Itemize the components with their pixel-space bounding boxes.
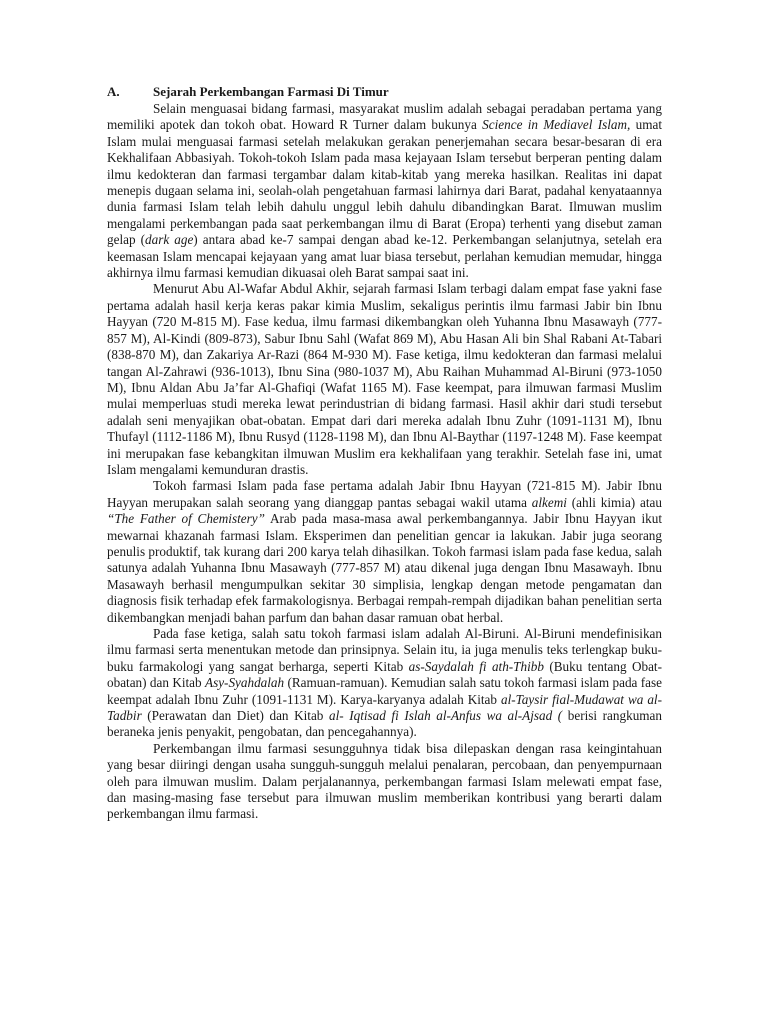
italic-text: al- Iqtisad fi Islah al-Anfus wa al-Ajsad ( [328,708,563,724]
italic-text: Asy-Syahdalah [205,675,285,691]
text-run: (ahli kimia) atau [566,494,662,510]
text-run: (Ramuan-ramuan). Kemudian salah satu tokoh farmasi islam pada fase keempat adalah Ibnu Zuhr (1091-1131 M). Karya-karyanya adalah Kitab [107,675,662,707]
paragraph [107,626,662,741]
body-text [107,101,662,823]
italic-text: “The Father of Chemistery” [107,511,265,527]
text-run: Tokoh farmasi Islam pada fase pertama adalah Jabir Ibnu Hayyan (721-815 M). Jabir Ibnu Hayyan merupakan salah seorang yang dianggap pantas sebagai wakil utama [107,478,662,510]
text-run: ) antara abad ke-7 sampai dengan abad ke-12. Perkembangan selanjutnya, setelah era keemasan Islam mencapai kejayaan yang amat luar biasa tersebut, perlahan kemudian memudar, hingga akhirnya ilmu farmasi kemudian dikuasai oleh Barat sampai saat ini. [107,232,662,281]
text-run: Perkembangan ilmu farmasi sesungguhnya tidak bisa dilepaskan dengan rasa keingintahuan yang besar diiringi dengan usaha sungguh-sungguh melalui penalaran, percobaan, dan penyempurnaan oleh para ilmuwan muslim. Dalam perjalanannya, perkembangan farmasi Islam melewati empat fase, dan masing-masing fase tersebut para ilmuwan muslim memberikan kontribusi yang berarti dalam perkembangan ilmu farmasi. [107,740,662,822]
text-run: Arab pada masa-masa awal perkembangannya. Jabir Ibnu Hayyan ikut mewarnai khazanah farmasi Islam. Eksperimen dan penelitian gencar ia lakukan. Jabir juga seorang penulis produktif, tak kurang dari 200 karya telah dihasilkan. Tokoh farmasi islam pada fase kedua, salah satunya adalah Yuhanna Ibnu Masawayh (777-857 M) atau dikenal juga dengan Ibnu Masawayh. Ibnu Masawayh berhasil mengumpulkan sekitar 30 simplisia, lengkap dengan metode pengamatan dan diagnosis fisik terhadap efek farmakologisnya. Berbagai rempah-rempah dijadikan bahan penelitian serta dikembangkan menjadi bahan parfum dan bahan dasar ramuan obat herbal. [107,511,662,625]
italic-text: al-Taysir fial-Mudawat wa al-Tadbir [107,691,662,724]
text-run: Pada fase ketiga, salah satu tokoh farmasi islam adalah Al-Biruni. Al-Biruni mendefinisikan ilmu farmasi serta menentukan metode dan prinsipnya. Selain itu, ia juga menulis teks terlengkap buku-buku farmakologi yang sangat berharga, seperti Kitab [107,626,662,674]
section-number: A. [107,84,120,99]
paragraph [107,101,662,281]
text-run: berisi rangkuman beraneka jenis penyakit, pengobatan, dan pencegahannya). [107,708,662,740]
section-heading [107,84,662,100]
paragraph [107,478,662,626]
paragraph [107,741,662,823]
italic-text: alkemi [531,494,567,510]
italic-text: Science in Mediavel Islam, [482,117,631,133]
text-run: (Buku tentang Obat-obatan) dan Kitab [107,658,662,691]
italic-text: as-Saydalah fi ath-Thibb [408,658,544,674]
text-run: (Perawatan dan Diet) dan Kitab [141,708,329,724]
text-run: umat Islam mulai menguasai farmasi setelah melakukan gerakan penerjemahan secara besar-besaran di era Kekhalifaan Abbasiyah. Tokoh-tokoh Islam pada masa kejayaan Islam tersebut berperan penting dalam ilmu kedokteran dan farmasi tergambar dalam kitab-kitab yang mereka hasilkan. Realitas ini dapat menepis dugaan selama ini, seolah-olah pengetahuan farmasi lahirnya dari Barat, padahal kenyataannya dunia farmasi Islam telah lebih dahulu unggul lebih dahulu dibandingkan Barat. Ilmuwan muslim mengalami perkembangan pada saat perkembangan ilmu di Barat (Eropa) terhenti yang disebut zaman gelap ( [107,117,663,248]
italic-text: dark age [145,232,194,248]
text-run: Selain menguasai bidang farmasi, masyarakat muslim adalah sebagai peradaban pertama yang memiliki apotek dan tokoh obat. Howard R Turner dalam bukunya [107,101,662,133]
section-title: Sejarah Perkembangan Farmasi Di Timur [153,84,389,99]
paragraph [107,281,662,478]
text-run: Menurut Abu Al-Wafar Abdul Akhir, sejarah farmasi Islam terbagi dalam empat fase yakni fase pertama adalah hasil kerja keras pakar kimia Muslim, sekaligus perintis ilmu farmasi Jabir bin Ibnu Hayyan (720 M-815 M). Fase kedua, ilmu farmasi dikembangkan oleh Yuhanna Ibnu Masawayh (777-857 M), Al-Kindi (809-873), Sabur Ibnu Sahl (Wafat 869 M), Abu Hasan Ali bin Shal Rabani At-Tabari (838-870 M), dan Zakariya Ar-Razi (864 M-930 M). Fase ketiga, ilmu kedokteran dan farmasi melalui tangan Al-Zahrawi (936-1013), Ibnu Sina (980-1037 M), Abu Raihan Muhammad Al-Biruni (973-1050 M), Ibnu Aldan Abu Ja’far Al-Ghafiqi (Wafat 1165 M). Fase keempat, para ilmuwan farmasi Muslim mulai memperluas studi mereka lewat perindustrian di bidang farmasi. Hasil akhir dari studi tersebut adalah seni menyajikan obat-obatan. Empat dari dari mereka adalah Ibnu Zuhr (1091-1131 M), Ibnu Thufayl (1112-1186 M), Ibnu Rusyd (1128-1198 M), dan Ibnu Al-Baythar (1197-1248 M). Fase keempat ini merupakan fase kebangkitan ilmuwan Muslim era kekhalifaan yang terakhir. Setelah fase ini, umat Islam mengalami kemunduran drastis. [107,281,662,477]
